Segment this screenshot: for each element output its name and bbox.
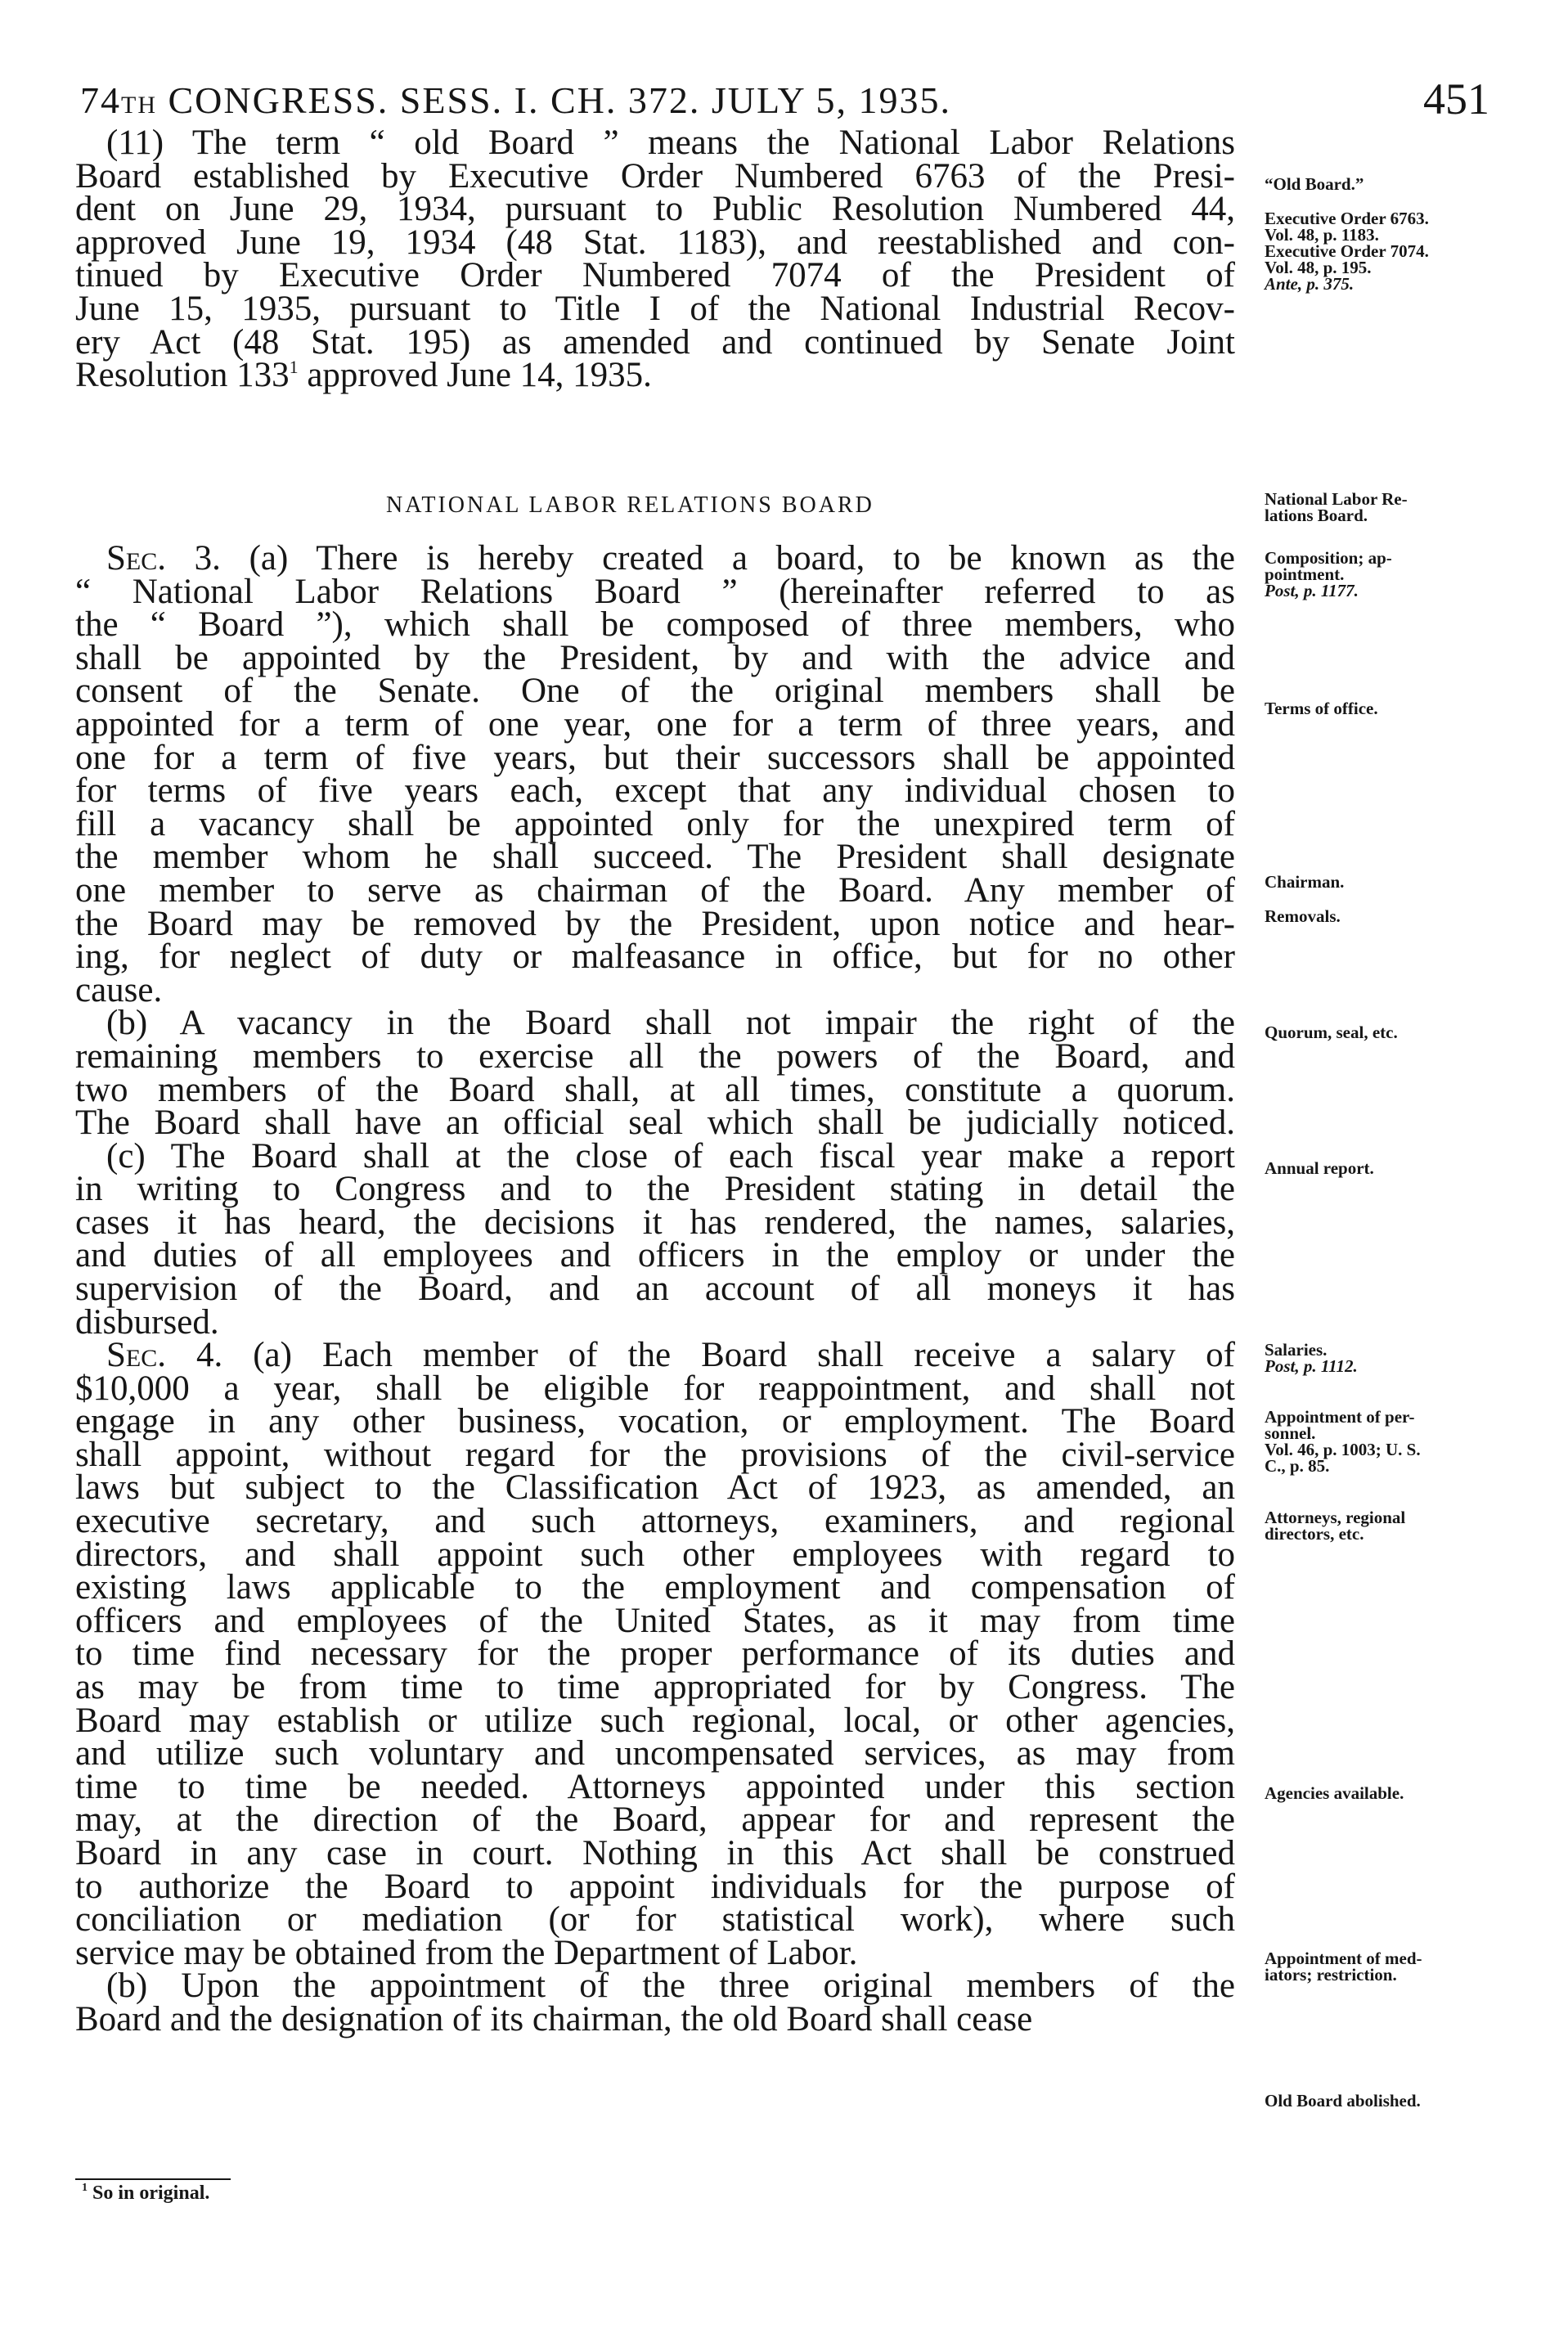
running-head: [80, 79, 951, 122]
margin-note-text: Ante, p. 375.: [1265, 274, 1355, 294]
text-line: Board in any case in court. Nothing in this Act shall be construed: [75, 1833, 1235, 1872]
margin-note-text: Annual report.: [1265, 1158, 1374, 1178]
margin-note-text: Old Board abolished.: [1265, 2091, 1421, 2110]
text-line: [75, 356, 1235, 395]
text-line: approved June 19, 1934 (48 Stat. 1183), and reestablished and con-: [75, 223, 1235, 262]
margin-note-terms: [1265, 700, 1510, 717]
margin-note-text: National Labor Re-: [1265, 489, 1408, 509]
margin-note-text: C., p. 85.: [1265, 1456, 1330, 1476]
text-line: to time find necessary for the proper performance of its duties and: [75, 1634, 1235, 1674]
margin-note-quorum: [1265, 1024, 1510, 1041]
margin-note-text: sonnel.: [1265, 1423, 1316, 1443]
section-4: [75, 1336, 1235, 2039]
margin-note-salaries: [1265, 1342, 1510, 1374]
margin-note-text: Terms of office.: [1265, 699, 1378, 718]
text-line: ing, for neglect of duty or malfeasance in office, but for no other: [75, 937, 1235, 977]
margin-note-annual-report: [1265, 1160, 1510, 1176]
text-line: $10,000 a year, shall be eligible for reappointment, and shall not: [75, 1369, 1235, 1408]
text-line: and utilize such voluntary and uncompensated services, as may from: [75, 1734, 1235, 1773]
text-line: executive secretary, and such attorneys, examiners, and regional: [75, 1501, 1235, 1540]
text-line: engage in any other business, vocation, or employment. The Board: [75, 1402, 1235, 1441]
text-line: the member whom he shall succeed. The President shall designate: [75, 838, 1235, 877]
text-fragment: approved June 14, 1935.: [298, 356, 652, 395]
margin-note-old-board-abolished: [1265, 2093, 1510, 2109]
margin-note-text: Vol. 48, p. 1183.: [1265, 225, 1379, 245]
section-3: [75, 539, 1235, 1342]
margin-note-nlrb: [1265, 491, 1510, 524]
page-number: 451: [1423, 74, 1489, 124]
text-line: may, at the direction of the Board, appear for and represent the: [75, 1800, 1235, 1840]
text-line: [75, 539, 1235, 578]
margin-note-text: Appointment of per-: [1265, 1407, 1415, 1427]
margin-note-mediators: [1265, 1950, 1510, 1983]
margin-note-text: iators; restriction.: [1265, 1965, 1397, 1985]
text-line: (b) Upon the appointment of the three original members of the: [106, 1967, 1235, 2006]
margin-note-attorneys: [1265, 1509, 1510, 1542]
margin-note-text: Vol. 48, p. 195.: [1265, 258, 1372, 277]
footnote-rule: [75, 2178, 231, 2180]
text-line: cause.: [75, 970, 163, 1009]
text-line: time to time be needed. Attorneys appointed under this section: [75, 1767, 1235, 1806]
text-line: shall appoint, without regard for the provisions of the civil-service: [75, 1435, 1235, 1474]
margin-note-executive-orders: [1265, 210, 1510, 292]
text-line: Board established by Executive Order Numbered 6763 of the Presi-: [75, 156, 1235, 196]
text-line: dent on June 29, 1934, pursuant to Public Resolution Numbered 44,: [75, 190, 1235, 229]
congress-ordinal: TH: [121, 92, 157, 119]
text-line: as may be from time to time appropriated for by Congress. The: [75, 1667, 1235, 1706]
margin-note-text: Executive Order 7074.: [1265, 241, 1429, 261]
text-line: ery Act (48 Stat. 195) as amended and continued by Senate Joint: [75, 322, 1235, 362]
margin-note-appointment-personnel: [1265, 1409, 1510, 1474]
paragraph-old-board-definition: [75, 124, 1235, 395]
text-fragment: (a) There is hereby created a board, to be known as the: [220, 539, 1235, 578]
text-line: (b) A vacancy in the Board shall not impair the right of the: [106, 1004, 1235, 1043]
margin-note-agencies: [1265, 1785, 1510, 1801]
margin-note-text: “Old Board.”: [1265, 174, 1364, 194]
margin-note-text: Vol. 46, p. 1003; U. S.: [1265, 1440, 1421, 1459]
footnote: [82, 2182, 209, 2205]
text-line: laws but subject to the Classification Act of 1923, as amended, an: [75, 1468, 1235, 1508]
margin-note-text: lations Board.: [1265, 506, 1368, 525]
text-line: two members of the Board shall, at all times, constitute a quorum.: [75, 1070, 1235, 1109]
margin-note-text: Chairman.: [1265, 872, 1345, 892]
margin-note-text: Composition; ap-: [1265, 548, 1392, 568]
section-heading: NATIONAL LABOR RELATIONS BOARD: [386, 492, 874, 518]
margin-note-text: pointment.: [1265, 564, 1345, 584]
text-line: Board may establish or utilize such regional, local, or other agencies,: [75, 1701, 1235, 1740]
text-line: in writing to Congress and to the President stating in detail the: [75, 1170, 1235, 1209]
text-line: “ National Labor Relations Board ” (hereinafter referred to as: [75, 572, 1235, 611]
margin-note-text: Agencies available.: [1265, 1783, 1404, 1803]
text-line: one member to serve as chairman of the Board. Any member of: [75, 870, 1235, 910]
text-line: tinued by Executive Order Numbered 7074 of the President of: [75, 256, 1235, 295]
margin-note-text: Quorum, seal, etc.: [1265, 1023, 1398, 1042]
margin-note-text: directors, etc.: [1265, 1524, 1364, 1544]
section-label: Sec. 3.: [106, 539, 221, 578]
text-line: (11) The term “ old Board ” means the National Labor Relations: [106, 124, 1235, 162]
footnote-mark: 1: [82, 2182, 88, 2194]
text-line: to authorize the Board to appoint individuals for the purpose of: [75, 1867, 1235, 1906]
text-line: cases it has heard, the decisions it has rendered, the names, salaries,: [75, 1202, 1235, 1242]
text-line: the Board may be removed by the President, upon notice and hear-: [75, 904, 1235, 943]
text-line: existing laws applicable to the employment and compensation of: [75, 1568, 1235, 1607]
text-line: June 15, 1935, pursuant to Title I of the National Industrial Recov-: [75, 289, 1235, 328]
text-line: consent of the Senate. One of the original members shall be: [75, 672, 1235, 711]
margin-note-text: Executive Order 6763.: [1265, 209, 1429, 228]
section-label: Sec. 4.: [106, 1336, 223, 1374]
text-line: remaining members to exercise all the powers of the Board, and: [75, 1036, 1235, 1076]
margin-note-text: Post, p. 1112.: [1265, 1356, 1358, 1376]
margin-note-composition: [1265, 550, 1510, 599]
text-line: conciliation or mediation (or for statistical work), where such: [75, 1900, 1235, 1940]
text-line: shall be appointed by the President, by and with the advice and: [75, 638, 1235, 677]
text-line: service may be obtained from the Department of Labor.: [75, 1933, 858, 1972]
text-line: appointed for a term of one year, one for a term of three years, and: [75, 704, 1235, 744]
margin-note-chairman: [1265, 874, 1510, 890]
text-line: (c) The Board shall at the close of each fiscal year make a report: [106, 1136, 1235, 1175]
text-line: and duties of all employees and officers in the employ or under the: [75, 1236, 1235, 1275]
margin-note-text: Appointment of med-: [1265, 1949, 1422, 1968]
text-line: supervision of the Board, and an account of all moneys it has: [75, 1270, 1235, 1309]
footnote-ref: 1: [289, 357, 299, 378]
margin-note-text: Post, p. 1177.: [1265, 581, 1359, 600]
text-line: officers and employees of the United States, as it may from time: [75, 1601, 1235, 1640]
footnote-text: So in original.: [88, 2182, 210, 2204]
text-line: the “ Board ”), which shall be composed of three members, who: [75, 605, 1235, 645]
running-head-text: CONGRESS. SESS. I. CH. 372. JULY 5, 1935.: [157, 79, 951, 121]
margin-note-old-board: [1265, 176, 1510, 192]
text-line: [75, 1336, 1235, 1374]
text-line: Board and the designation of its chairman, the old Board shall cease: [75, 1999, 1033, 2039]
margin-note-text: Attorneys, regional: [1265, 1508, 1406, 1527]
text-line: for terms of five years each, except that any individual chosen to: [75, 771, 1235, 811]
margin-note-text: Removals.: [1265, 906, 1341, 926]
text-fragment: (a) Each member of the Board shall receive a salary of: [222, 1336, 1235, 1374]
congress-number: 74: [80, 79, 121, 121]
text-line: The Board shall have an official seal which shall be judicially noticed.: [75, 1104, 1235, 1143]
text-line: fill a vacancy shall be appointed only for the unexpired term of: [75, 804, 1235, 843]
margin-note-text: Salaries.: [1265, 1340, 1328, 1360]
text-fragment: Resolution 133: [75, 356, 290, 395]
text-line: one for a term of five years, but their successors shall be appointed: [75, 738, 1235, 777]
text-line: directors, and shall appoint such other employees with regard to: [75, 1535, 1235, 1574]
margin-note-removals: [1265, 908, 1510, 924]
text-line: disbursed.: [75, 1302, 219, 1342]
